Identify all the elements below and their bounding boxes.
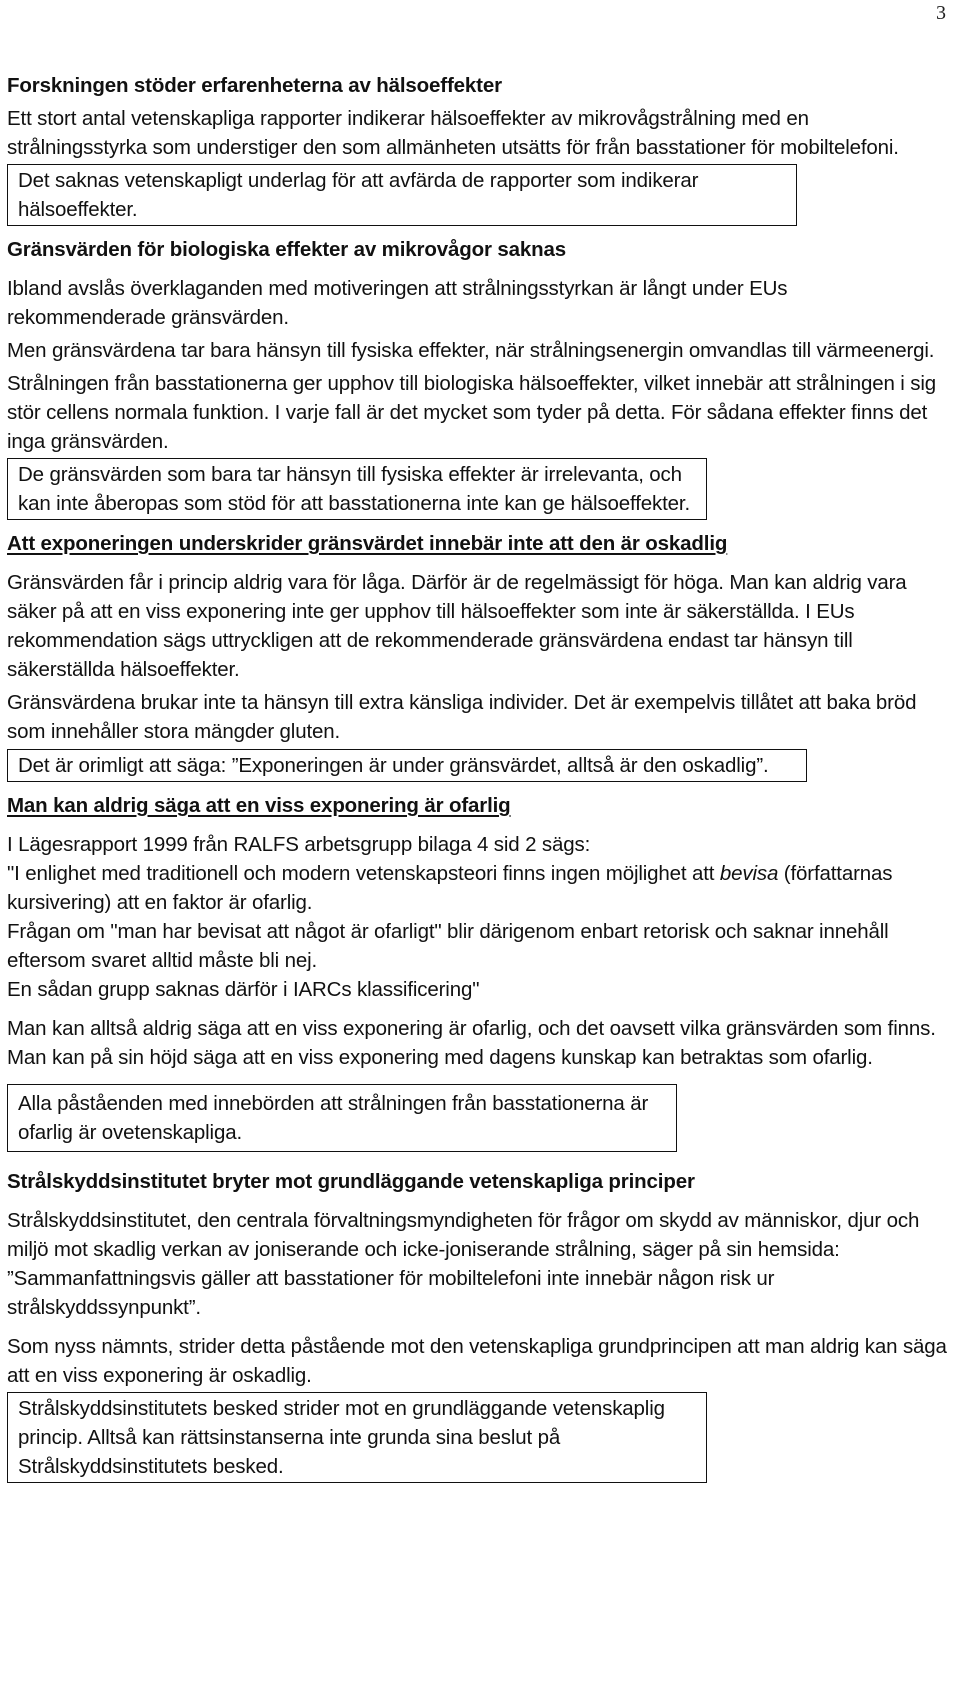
paragraph: Ett stort antal vetenskapliga rapporter indikerar hälsoeffekter av mikrovågstrålning med en strålningsstyrka som understiger den som allmänheten utsätts för från basstationer för mobiltelefoni. [7,107,899,159]
paragraph: Gränsvärdena brukar inte ta hänsyn till extra känsliga individer. Det är exempelvis tillåtet att baka bröd som innehåller stora mängder gluten. [7,691,917,743]
highlight-box [7,1392,707,1483]
highlight-box [7,164,797,226]
document-body [7,72,947,1483]
heading-text: Man kan aldrig säga att en viss exponering är ofarlig [7,794,511,817]
section-heading: Forskningen stöder erfarenheterna av hälsoeffekter [7,74,502,97]
paragraph: Man kan alltså aldrig säga att en viss exponering är ofarlig, och det oavsett vilka gränsvärden som finns. Man kan på sin höjd säga att en viss exponering med dagens kunskap kan betraktas som ofarlig. [7,1017,936,1069]
section-heading [7,792,947,820]
quote-text: (författarnas kursivering) att en faktor är ofarlig. [7,862,893,914]
highlight-box [7,458,707,520]
highlight-box [7,749,807,782]
section-heading: Gränsvärden för biologiska effekter av mikrovågor saknas [7,238,566,261]
paragraph: Men gränsvärdena tar bara hänsyn till fysiska effekter, när strålningsenergin omvandlas till värmeenergi. [7,339,935,362]
italic-word: bevisa [719,862,779,885]
paragraph: I Lägesrapport 1999 från RALFS arbetsgrupp bilaga 4 sid 2 sägs: [7,833,591,856]
section-heading [7,530,947,558]
page-number: 3 [936,2,946,24]
paragraph: Gränsvärden får i princip aldrig vara för låga. Därför är de regelmässigt för höga. Man kan aldrig vara säker på att en viss exponering inte ger upphov till hälsoeffekter som inte är säkerställda. I EUs rekommendation sägs uttryckligen att de rekommenderade gränsvärdena endast tar hänsyn till säkerställda hälsoeffekter. [7,571,907,681]
highlight-box [7,1084,677,1152]
heading-text: Att exponeringen underskrider gränsvärdet innebär inte att den är oskadlig [7,532,728,555]
quote-text: "I enlighet med traditionell och modern vetenskapsteori finns ingen möjlighet att [7,862,720,885]
paragraph: En sådan grupp saknas därför i IARCs klassificering" [7,978,480,1001]
paragraph: Frågan om "man har bevisat att något är ofarligt" blir därigenom enbart retorisk och saknar innehåll eftersom svaret alltid måste bli nej. [7,920,889,972]
box-text: De gränsvärden som bara tar hänsyn till fysiska effekter är irrelevanta, och kan inte åberopas som stöd för att basstationerna inte kan ge hälsoeffekter. [18,463,690,515]
paragraph: Strålningen från basstationerna ger upphov till biologiska hälsoeffekter, vilket innebär att strålningen i sig stör cellens normala funktion. I varje fall är det mycket som tyder på detta. För sådana effekter finns det inga gränsvärden. [7,372,936,453]
box-text: Det saknas vetenskapligt underlag för att avfärda de rapporter som indikerar hälsoeffekter. [18,169,699,221]
paragraph: ”Sammanfattningsvis gäller att basstationer för mobiltelefoni inte innebär någon risk ur strålskyddssynpunkt”. [7,1267,775,1319]
section-heading: Strålskyddsinstitutet bryter mot grundläggande vetenskapliga principer [7,1170,695,1193]
box-text: Det är orimligt att säga: ”Exponeringen är under gränsvärdet, alltså är den oskadlig”. [18,754,769,777]
paragraph: Som nyss nämnts, strider detta påstående mot den vetenskapliga grundprincipen att man aldrig kan säga att en viss exponering är oskadlig. [7,1335,947,1387]
box-text: Strålskyddsinstitutets besked strider mot en grundläggande vetenskaplig princip. Alltså kan rättsinstanserna inte grunda sina beslut på Strålskyddsinstitutets besked. [18,1397,665,1478]
quote-paragraph [7,859,947,917]
paragraph: Ibland avslås överklaganden med motiveringen att strålningsstyrkan är långt under EUs rekommenderade gränsvärden. [7,277,788,329]
paragraph: Strålskyddsinstitutet, den centrala förvaltningsmyndigheten för frågor om skydd av människor, djur och miljö mot skadlig verkan av joniserande och icke-joniserande strålning, säger på sin hemsida: [7,1209,920,1261]
box-text: Alla påståenden med innebörden att strålningen från basstationerna är ofarlig är ovetenskapliga. [18,1092,649,1144]
